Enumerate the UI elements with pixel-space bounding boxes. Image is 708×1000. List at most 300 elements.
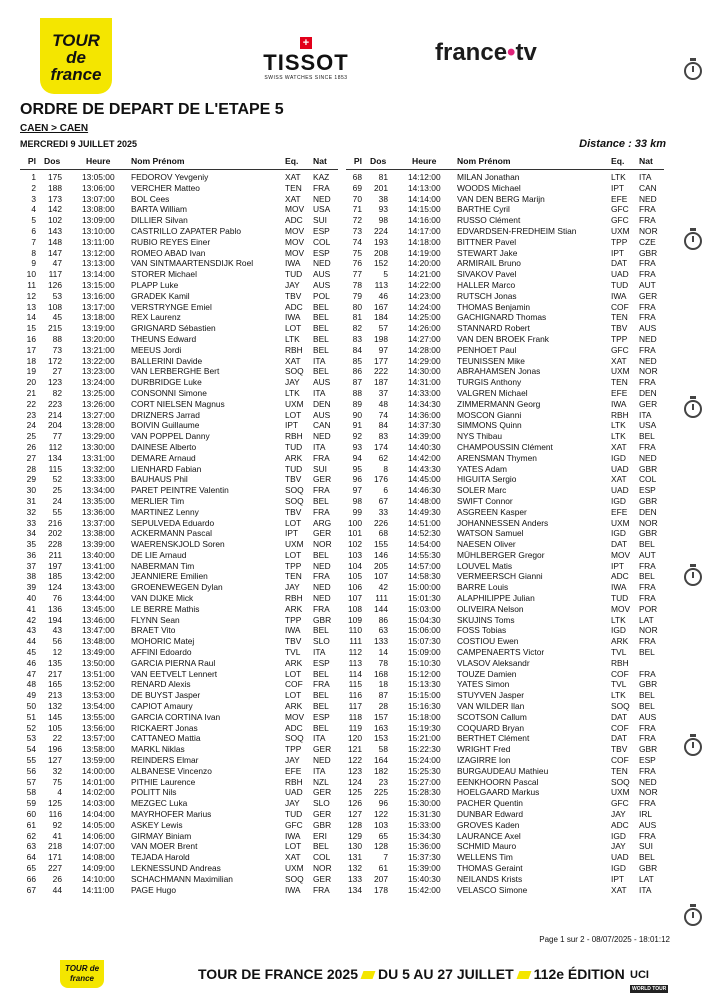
cell-eq: LOT — [285, 549, 302, 560]
cell-dos: 84 — [378, 420, 388, 431]
cell-eq: ADC — [611, 819, 629, 830]
cell-dos: 97 — [378, 344, 388, 355]
cell-pl: 43 — [26, 625, 36, 636]
page-title: ORDRE DE DEPART DE L'ETAPE 5 — [20, 101, 284, 118]
cell-heure: 13:07:00 — [82, 193, 115, 204]
cell-dos: 157 — [374, 711, 388, 722]
cell-eq: TUD — [611, 279, 629, 290]
cell-pl: 53 — [26, 733, 36, 744]
cell-eq: UXM — [611, 225, 630, 236]
cell-nat: NOR — [313, 863, 332, 873]
cell-dos: 73 — [52, 344, 62, 355]
cell-heure: 15:31:30 — [408, 809, 441, 820]
cell-eq: SOQ — [285, 366, 304, 377]
cell-nom: GARCIA CORTINA Ivan — [131, 711, 221, 722]
cell-dos: 78 — [378, 657, 388, 668]
cell-eq: MOV — [285, 204, 305, 215]
table-row — [346, 755, 664, 766]
cell-heure: 13:42:00 — [82, 571, 115, 582]
cell-nom: COSTIOU Ewen — [457, 636, 519, 647]
cell-heure: 15:30:00 — [408, 798, 441, 809]
cell-pl: 105 — [348, 571, 362, 582]
header-nat: Nat — [639, 156, 653, 166]
cell-dos: 164 — [374, 755, 388, 766]
start-list-right-column — [346, 153, 664, 895]
cell-heure: 13:30:00 — [82, 441, 115, 452]
cell-nat: BEL — [313, 301, 329, 312]
cell-nat: FRA — [639, 441, 656, 452]
cell-pl: 86 — [352, 366, 362, 377]
cell-nat: ARG — [313, 517, 332, 528]
cell-nat: GER — [313, 873, 332, 884]
page-info: Page 1 sur 2 - 08/07/2025 - 18:01:12 — [539, 935, 670, 944]
cell-nom: FLYNN Sean — [131, 614, 180, 625]
cell-heure: 13:21:00 — [82, 344, 115, 355]
cell-nat: GBR — [639, 495, 658, 506]
cell-pl: 107 — [348, 593, 362, 604]
cell-pl: 27 — [26, 452, 36, 463]
cell-heure: 13:54:00 — [82, 701, 115, 712]
table-row — [346, 539, 664, 550]
table-row — [346, 204, 664, 215]
cell-heure: 13:23:00 — [82, 366, 115, 377]
cell-pl: 111 — [349, 636, 362, 647]
cell-heure: 13:13:00 — [82, 258, 115, 269]
cell-dos: 208 — [374, 247, 388, 258]
cell-nat: CAN — [313, 420, 331, 431]
table-row — [20, 885, 338, 896]
cell-eq: LTK — [611, 431, 626, 442]
cell-heure: 14:30:00 — [408, 366, 441, 377]
table-row — [20, 528, 338, 539]
table-row — [346, 582, 664, 593]
table-row — [346, 518, 664, 529]
cell-nat: GER — [313, 787, 332, 798]
cell-nat: ESP — [639, 485, 656, 496]
cell-nat: FRA — [639, 269, 656, 280]
cell-nat: BEL — [313, 323, 329, 334]
cell-nat: ITA — [313, 441, 326, 452]
stage-distance: Distance : 33 km — [579, 138, 666, 150]
cell-nom: VAN POPPEL Danny — [131, 431, 210, 442]
cell-dos: 14 — [378, 647, 388, 658]
cell-heure: 13:40:00 — [82, 549, 115, 560]
cell-heure: 14:54:00 — [408, 539, 441, 550]
cell-pl: 51 — [26, 711, 36, 722]
table-row — [20, 679, 338, 690]
table-row — [20, 658, 338, 669]
cell-pl: 82 — [352, 323, 362, 334]
cell-dos: 184 — [374, 312, 388, 323]
cell-heure: 15:16:30 — [408, 701, 441, 712]
table-row — [346, 809, 664, 820]
table-row — [20, 647, 338, 658]
cell-nat: AUS — [639, 819, 657, 830]
cell-pl: 96 — [352, 474, 362, 485]
cell-dos: 226 — [374, 517, 388, 528]
cell-eq: IWA — [285, 258, 301, 269]
cell-nom: LAURANCE Axel — [457, 830, 521, 841]
cell-dos: 128 — [374, 841, 388, 852]
cell-dos: 33 — [378, 506, 388, 517]
cell-dos: 105 — [48, 722, 62, 733]
cell-dos: 25 — [52, 485, 62, 496]
cell-nat: GBR — [313, 819, 332, 830]
cell-nat: ITA — [313, 733, 326, 744]
cell-heure: 13:32:00 — [82, 463, 115, 474]
cell-nat: BEL — [313, 625, 329, 636]
cell-nat: BEL — [313, 344, 329, 355]
cell-nom: SCHMID Mauro — [457, 841, 517, 852]
cell-pl: 45 — [26, 647, 36, 658]
cell-nat: GER — [639, 290, 658, 301]
table-row — [346, 571, 664, 582]
cell-dos: 5 — [383, 269, 388, 280]
cell-nat: FRA — [313, 485, 330, 496]
slogan-separator-icon — [361, 971, 376, 979]
cell-dos: 163 — [374, 722, 388, 733]
cell-dos: 12 — [52, 647, 62, 658]
cell-dos: 228 — [48, 539, 62, 550]
cell-dos: 96 — [378, 798, 388, 809]
cell-nom: TOUZE Damien — [457, 668, 517, 679]
cell-pl: 131 — [348, 852, 362, 863]
cell-heure: 13:44:00 — [82, 593, 115, 604]
cell-heure: 13:37:00 — [82, 517, 115, 528]
cell-nat: NOR — [639, 517, 658, 528]
cell-pl: 100 — [348, 517, 362, 528]
header-pl: Pl — [27, 156, 36, 166]
cell-eq: SOQ — [611, 776, 630, 787]
cell-dos: 75 — [52, 776, 62, 787]
cell-pl: 112 — [348, 647, 362, 658]
cell-eq: IPT — [611, 560, 625, 571]
cell-eq: DAT — [611, 733, 628, 744]
cell-nat: COL — [313, 236, 331, 247]
cell-nom: JOHANNESSEN Anders — [457, 517, 549, 528]
table-row — [346, 226, 664, 237]
cell-nat: ITA — [639, 172, 652, 182]
cell-heure: 13:38:00 — [82, 528, 115, 539]
cell-eq: LOT — [285, 668, 302, 679]
cell-pl: 130 — [348, 841, 362, 852]
cell-eq: ARK — [285, 701, 303, 712]
cell-nat: AUS — [639, 711, 657, 722]
cell-nat: BEL — [313, 366, 329, 377]
cell-pl: 21 — [26, 387, 36, 398]
cell-nat: DEN — [639, 506, 657, 517]
cell-pl: 48 — [26, 679, 36, 690]
uci-text: UCI — [630, 969, 649, 981]
header-eq: Eq. — [611, 156, 625, 166]
table-row — [20, 204, 338, 215]
cell-dos: 173 — [48, 193, 62, 204]
table-row — [346, 280, 664, 291]
cell-nat: FRA — [639, 765, 656, 776]
cell-nat: CAN — [639, 182, 657, 193]
cell-nat: BEL — [639, 701, 655, 712]
cell-heure: 13:48:00 — [82, 636, 115, 647]
cell-nom: CORT NIELSEN Magnus — [131, 398, 225, 409]
slogan-event: TOUR DE FRANCE 2025 — [198, 966, 359, 982]
cell-pl: 60 — [26, 809, 36, 820]
cell-nom: REX Laurenz — [131, 312, 181, 323]
table-row — [20, 377, 338, 388]
cell-dos: 43 — [52, 625, 62, 636]
cell-heure: 13:17:00 — [82, 301, 115, 312]
cell-heure: 14:10:00 — [82, 873, 115, 884]
table-row — [20, 518, 338, 529]
cell-nom: STANNARD Robert — [457, 323, 530, 334]
cell-heure: 13:25:00 — [82, 387, 115, 398]
cell-pl: 68 — [352, 172, 362, 182]
cell-nom: BRAET Vito — [131, 625, 176, 636]
cell-nom: OLIVEIRA Nelson — [457, 603, 524, 614]
cell-heure: 15:24:00 — [408, 755, 441, 766]
cell-nom: BAUHAUS Phil — [131, 474, 188, 485]
cell-nom: DUNBAR Edward — [457, 809, 524, 820]
cell-pl: 10 — [26, 269, 36, 280]
table-row — [346, 701, 664, 712]
cell-eq: IWA — [285, 830, 301, 841]
cell-eq: LTK — [611, 172, 626, 182]
table-row — [20, 345, 338, 356]
cell-heure: 14:21:00 — [408, 269, 441, 280]
cell-heure: 13:59:00 — [82, 755, 115, 766]
table-row — [20, 636, 338, 647]
cell-dos: 155 — [374, 539, 388, 550]
cell-eq: IWA — [611, 290, 627, 301]
table-row — [346, 615, 664, 626]
cell-pl: 46 — [26, 657, 36, 668]
cell-dos: 211 — [48, 549, 62, 560]
cell-heure: 15:12:00 — [408, 668, 441, 679]
cell-eq: UAD — [611, 269, 629, 280]
cell-pl: 34 — [26, 528, 36, 539]
table-row — [20, 485, 338, 496]
cell-pl: 55 — [26, 755, 36, 766]
cell-heure: 14:33:00 — [408, 387, 441, 398]
uci-logo — [630, 968, 688, 996]
cell-eq: IGD — [611, 863, 626, 873]
cell-eq: UXM — [285, 539, 304, 550]
cell-nom: DURBRIDGE Luke — [131, 377, 202, 388]
cell-dos: 136 — [48, 603, 62, 614]
cell-nat: GBR — [639, 463, 658, 474]
table-row — [20, 507, 338, 518]
table-row — [20, 863, 338, 874]
table-row — [346, 431, 664, 442]
cell-nat: FRA — [313, 884, 330, 895]
cell-eq: XAT — [611, 474, 627, 485]
cell-nom: STEWART Jake — [457, 247, 518, 258]
cell-eq: UAD — [611, 463, 629, 474]
cell-heure: 14:22:00 — [408, 279, 441, 290]
cell-dos: 44 — [52, 884, 62, 895]
header-nom: Nom Prénom — [131, 156, 185, 166]
cell-nat: USA — [313, 204, 331, 215]
cell-dos: 41 — [52, 830, 62, 841]
cell-eq: SOQ — [611, 701, 630, 712]
table-row — [346, 733, 664, 744]
table-row — [20, 172, 338, 183]
cell-pl: 13 — [26, 301, 36, 312]
cell-heure: 14:01:00 — [82, 776, 115, 787]
cell-nom: MEEUS Jordi — [131, 344, 182, 355]
cell-dos: 135 — [48, 657, 62, 668]
cell-eq: UXM — [611, 787, 630, 798]
cell-heure: 13:29:00 — [82, 431, 115, 442]
cell-eq: RBH — [285, 593, 303, 604]
cell-pl: 70 — [352, 193, 362, 204]
table-row — [346, 863, 664, 874]
cell-nat: DEN — [313, 398, 331, 409]
table-row — [20, 356, 338, 367]
table-row — [346, 777, 664, 788]
cell-nat: FRA — [313, 506, 330, 517]
cell-pl: 95 — [352, 463, 362, 474]
cell-nom: PITHIE Laurence — [131, 776, 196, 787]
cell-nom: SCHACHMANN Maximilian — [131, 873, 233, 884]
cell-nom: ASKEY Lewis — [131, 819, 183, 830]
table-row — [346, 399, 664, 410]
cell-nom: MOSCON Gianni — [457, 409, 522, 420]
table-row — [20, 690, 338, 701]
cell-nom: ABRAHAMSEN Jonas — [457, 366, 541, 377]
cell-heure: 15:27:00 — [408, 776, 441, 787]
cell-dos: 133 — [374, 636, 388, 647]
cell-pl: 58 — [26, 787, 36, 798]
cell-nat: BEL — [639, 431, 655, 442]
cell-eq: LOT — [285, 841, 302, 852]
cell-nat: AUS — [639, 323, 657, 334]
cell-heure: 13:57:00 — [82, 733, 115, 744]
cell-dos: 182 — [374, 765, 388, 776]
cell-nat: SLO — [313, 798, 330, 809]
cell-nom: GARCIA PIERNA Raul — [131, 657, 216, 668]
cell-nat: GBR — [639, 247, 658, 258]
cell-nat: DEN — [639, 387, 657, 398]
cell-nat: NED — [313, 755, 331, 766]
table-row — [346, 377, 664, 388]
cell-dos: 23 — [378, 776, 388, 787]
cell-dos: 202 — [48, 528, 62, 539]
cell-nat: AUS — [313, 377, 331, 388]
table-row — [346, 183, 664, 194]
table-row — [346, 744, 664, 755]
cell-pl: 79 — [352, 290, 362, 301]
cell-eq: SOQ — [285, 733, 304, 744]
table-row — [346, 172, 664, 183]
cell-heure: 13:22:00 — [82, 355, 115, 366]
cell-eq: UXM — [285, 398, 304, 409]
cell-nom: MERLIER Tim — [131, 495, 185, 506]
cell-pl: 125 — [348, 787, 362, 798]
cell-nat: AUS — [313, 269, 331, 280]
cell-dos: 37 — [378, 387, 388, 398]
cell-heure: 15:39:00 — [408, 863, 441, 873]
cell-heure: 13:18:00 — [82, 312, 115, 323]
cell-heure: 15:28:30 — [408, 787, 441, 798]
cell-pl: 63 — [26, 841, 36, 852]
cell-nom: GRIGNARD Sébastien — [131, 323, 216, 334]
table-row — [346, 841, 664, 852]
cell-nom: STORER Michael — [131, 269, 197, 280]
cell-dos: 56 — [52, 636, 62, 647]
cell-nom: PENHOET Paul — [457, 344, 517, 355]
cell-heure: 13:56:00 — [82, 722, 115, 733]
cell-pl: 122 — [348, 755, 362, 766]
cell-dos: 61 — [378, 863, 388, 873]
cell-eq: GFC — [611, 204, 629, 215]
cell-heure: 14:03:00 — [82, 798, 115, 809]
cell-nat: FRA — [639, 593, 656, 604]
cell-nat: FRA — [639, 668, 656, 679]
cell-eq: LTK — [611, 614, 626, 625]
cell-nom: SIMMONS Quinn — [457, 420, 522, 431]
cell-pl: 71 — [352, 204, 362, 215]
cell-dos: 204 — [48, 420, 62, 431]
cell-dos: 126 — [48, 279, 62, 290]
cell-dos: 63 — [378, 625, 388, 636]
table-row — [346, 604, 664, 615]
cell-pl: 102 — [348, 539, 362, 550]
table-row — [20, 334, 338, 345]
cell-heure: 13:50:00 — [82, 657, 115, 668]
cell-pl: 116 — [348, 690, 362, 701]
cell-nom: VERSTRYNGE Emiel — [131, 301, 212, 312]
cell-pl: 7 — [31, 236, 36, 247]
cell-eq: ARK — [285, 452, 303, 463]
table-row — [346, 820, 664, 831]
cell-dos: 18 — [378, 679, 388, 690]
cell-pl: 40 — [26, 593, 36, 604]
cell-nom: SOLER Marc — [457, 485, 507, 496]
cell-nat: NED — [313, 431, 331, 442]
cell-nom: SCOTSON Callum — [457, 711, 527, 722]
cell-nom: BARTHE Cyril — [457, 204, 510, 215]
table-row — [346, 312, 664, 323]
cell-eq: IWA — [611, 582, 627, 593]
start-list-left-column — [20, 153, 338, 895]
cell-dos: 45 — [52, 312, 62, 323]
cell-pl: 76 — [352, 258, 362, 269]
cell-eq: JAY — [611, 841, 626, 852]
cell-dos: 207 — [374, 873, 388, 884]
cell-nat: NOR — [639, 366, 658, 377]
cell-nom: IZAGIRRE Ion — [457, 755, 511, 766]
cell-nom: PLAPP Luke — [131, 279, 179, 290]
cell-pl: 25 — [26, 431, 36, 442]
cell-nat: AUS — [313, 409, 331, 420]
cell-pl: 92 — [352, 431, 362, 442]
cell-dos: 144 — [374, 603, 388, 614]
cell-nat: GER — [313, 528, 332, 539]
cell-pl: 69 — [352, 182, 362, 193]
table-row — [346, 561, 664, 572]
cell-nat: GER — [313, 809, 332, 820]
swiss-cross-icon: + — [300, 37, 312, 49]
cell-pl: 118 — [348, 711, 362, 722]
cell-pl: 121 — [348, 744, 362, 755]
cell-nom: SEPULVEDA Eduardo — [131, 517, 215, 528]
cell-pl: 57 — [26, 776, 36, 787]
cell-pl: 65 — [26, 863, 36, 873]
footer-slogan — [198, 965, 625, 983]
cell-nom: ALBANESE Vincenzo — [131, 765, 212, 776]
cell-heure: 14:43:30 — [408, 463, 441, 474]
cell-heure: 13:51:00 — [82, 668, 115, 679]
